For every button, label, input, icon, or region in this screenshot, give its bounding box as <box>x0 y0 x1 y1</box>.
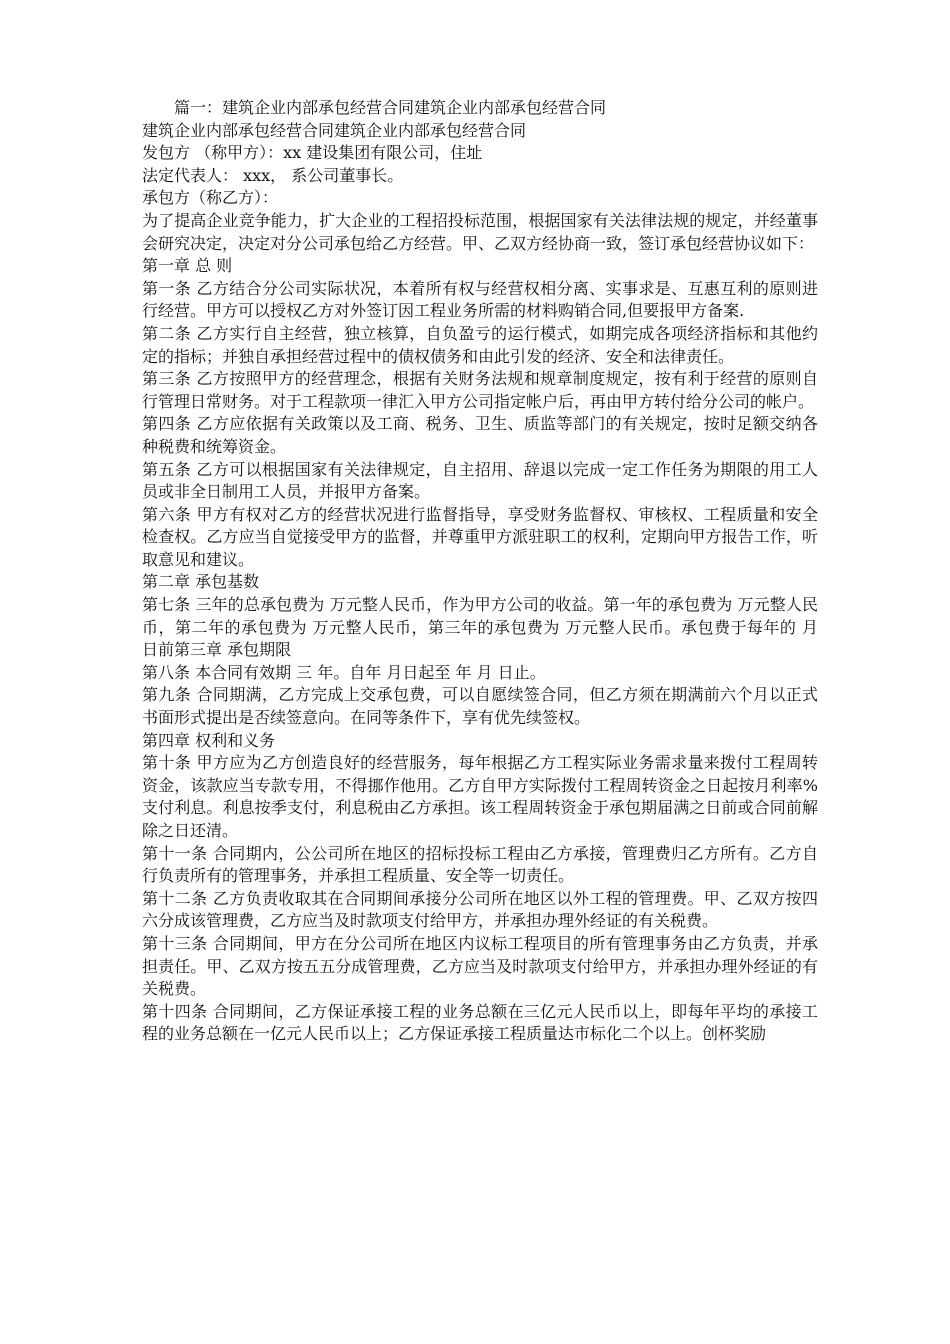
party-b-line: 承包方（称乙方）： <box>142 188 279 208</box>
contract-heading: 建筑企业内部承包经营合同建筑企业内部承包经营合同 <box>142 120 527 140</box>
article-11: 第十一条 合同期内，公公司所在地区的招标投标工程由乙方承接，管理费归乙方所有。乙方自行负责所有的管理事务，并承担工程质量、安全等一切责任。 <box>142 843 818 886</box>
document-page <box>142 97 818 1046</box>
article-13: 第十三条 合同期间，甲方在分公司所在地区内议标工程项目的所有管理事务由乙方负责，并承担责任。甲、乙双方按五五分成管理费，乙方应当及时款项支付给甲方，并承担办理外经证的有关税费。 <box>142 933 818 999</box>
party-a-line: 发包方 （称甲方）：xx 建设集团有限公司，住址 <box>142 143 483 163</box>
article-1: 第一条 乙方结合分公司实际状况，本着所有权与经营权相分离、实事求是、互惠互利的原则进行经营。甲方可以授权乙方对外签订因工程业务所需的材料购销合同,但要报甲方备案. <box>142 278 818 321</box>
article-10: 第十条 甲方应为乙方创造良好的经营服务，每年根据乙方工程实际业务需求量来拨付工程周转资金，该款应当专款专用，不得挪作他用。乙方自甲方实际拨付工程周转资金之日起按月利率%支付利息。利息按季支付，利息税由乙方承担。该工程周转资金于承包期届满之日前或合同前解除之日还清。 <box>142 753 818 840</box>
legal-representative-line: 法定代表人： xxx， 系公司董事长。 <box>142 165 404 185</box>
chapter-1-heading: 第一章 总 则 <box>142 256 233 276</box>
article-9: 第九条 合同期满，乙方完成上交承包费，可以自愿续签合同，但乙方须在期满前六个月以正式书面形式提出是否续签意向。在同等条件下，享有优先续签权。 <box>142 685 818 728</box>
article-14: 第十四条 合同期间，乙方保证承接工程的业务总额在三亿元人民币以上，即每年平均的承接工程的业务总额在一亿元人民币以上；乙方保证承接工程质量达市标化二个以上。创杯奖励 <box>142 1001 818 1044</box>
article-7: 第七条 三年的总承包费为 万元整人民币，作为甲方公司的收益。第一年的承包费为 万元整人民币，第二年的承包费为 万元整人民币，第三年的承包费为 万元整人民币。承包费于每年的 月 日前第三章 承包期限 <box>142 595 818 660</box>
article-2: 第二条 乙方实行自主经营，独立核算，自负盈亏的运行模式，如期完成各项经济指标和其他约定的指标；并独自承担经营过程中的债权债务和由此引发的经济、安全和法律责任。 <box>142 323 818 366</box>
article-12: 第十二条 乙方负责收取其在合同期间承接分公司所在地区以外工程的管理费。甲、乙双方按四六分成该管理费，乙方应当及时款项支付给甲方，并承担办理外经证的有关税费。 <box>142 888 818 931</box>
document-title: 篇一：建筑企业内部承包经营合同建筑企业内部承包经营合同 <box>174 98 607 117</box>
article-5: 第五条 乙方可以根据国家有关法律规定，自主招用、辞退以完成一定工作任务为期限的用工人员或非全日制用工人员，并报甲方备案。 <box>142 459 818 502</box>
article-3: 第三条 乙方按照甲方的经营理念，根据有关财务法规和规章制度规定，按有利于经营的原则自行管理日常财务。对于工程款项一律汇入甲方公司指定帐户后，再由甲方转付给分公司的帐户。 <box>142 369 818 411</box>
article-6: 第六条 甲方有权对乙方的经营状况进行监督指导，享受财务监督权、审核权、工程质量和安全检查权。乙方应当自觉接受甲方的监督，并尊重甲方派驻职工的权利，定期向甲方报告工作，听取意见和建议。 <box>142 504 818 569</box>
chapter-2-heading: 第二章 承包基数 <box>142 572 260 592</box>
chapter-4-heading: 第四章 权利和义务 <box>142 730 276 750</box>
article-4: 第四条 乙方应依据有关政策以及工商、税务、卫生、质监等部门的有关规定，按时足额交纳各种税费和统筹资金。 <box>142 414 818 456</box>
article-8: 第八条 本合同有效期 三 年。自年 月日起至 年 月 日止。 <box>142 662 546 682</box>
preamble-paragraph: 为了提高企业竞争能力，扩大企业的工程招投标范围，根据国家有关法律法规的规定，并经董事会研究决定，决定对分公司承包给乙方经营。甲、乙双方经协商一致，签订承包经营协议如下： <box>142 210 818 253</box>
